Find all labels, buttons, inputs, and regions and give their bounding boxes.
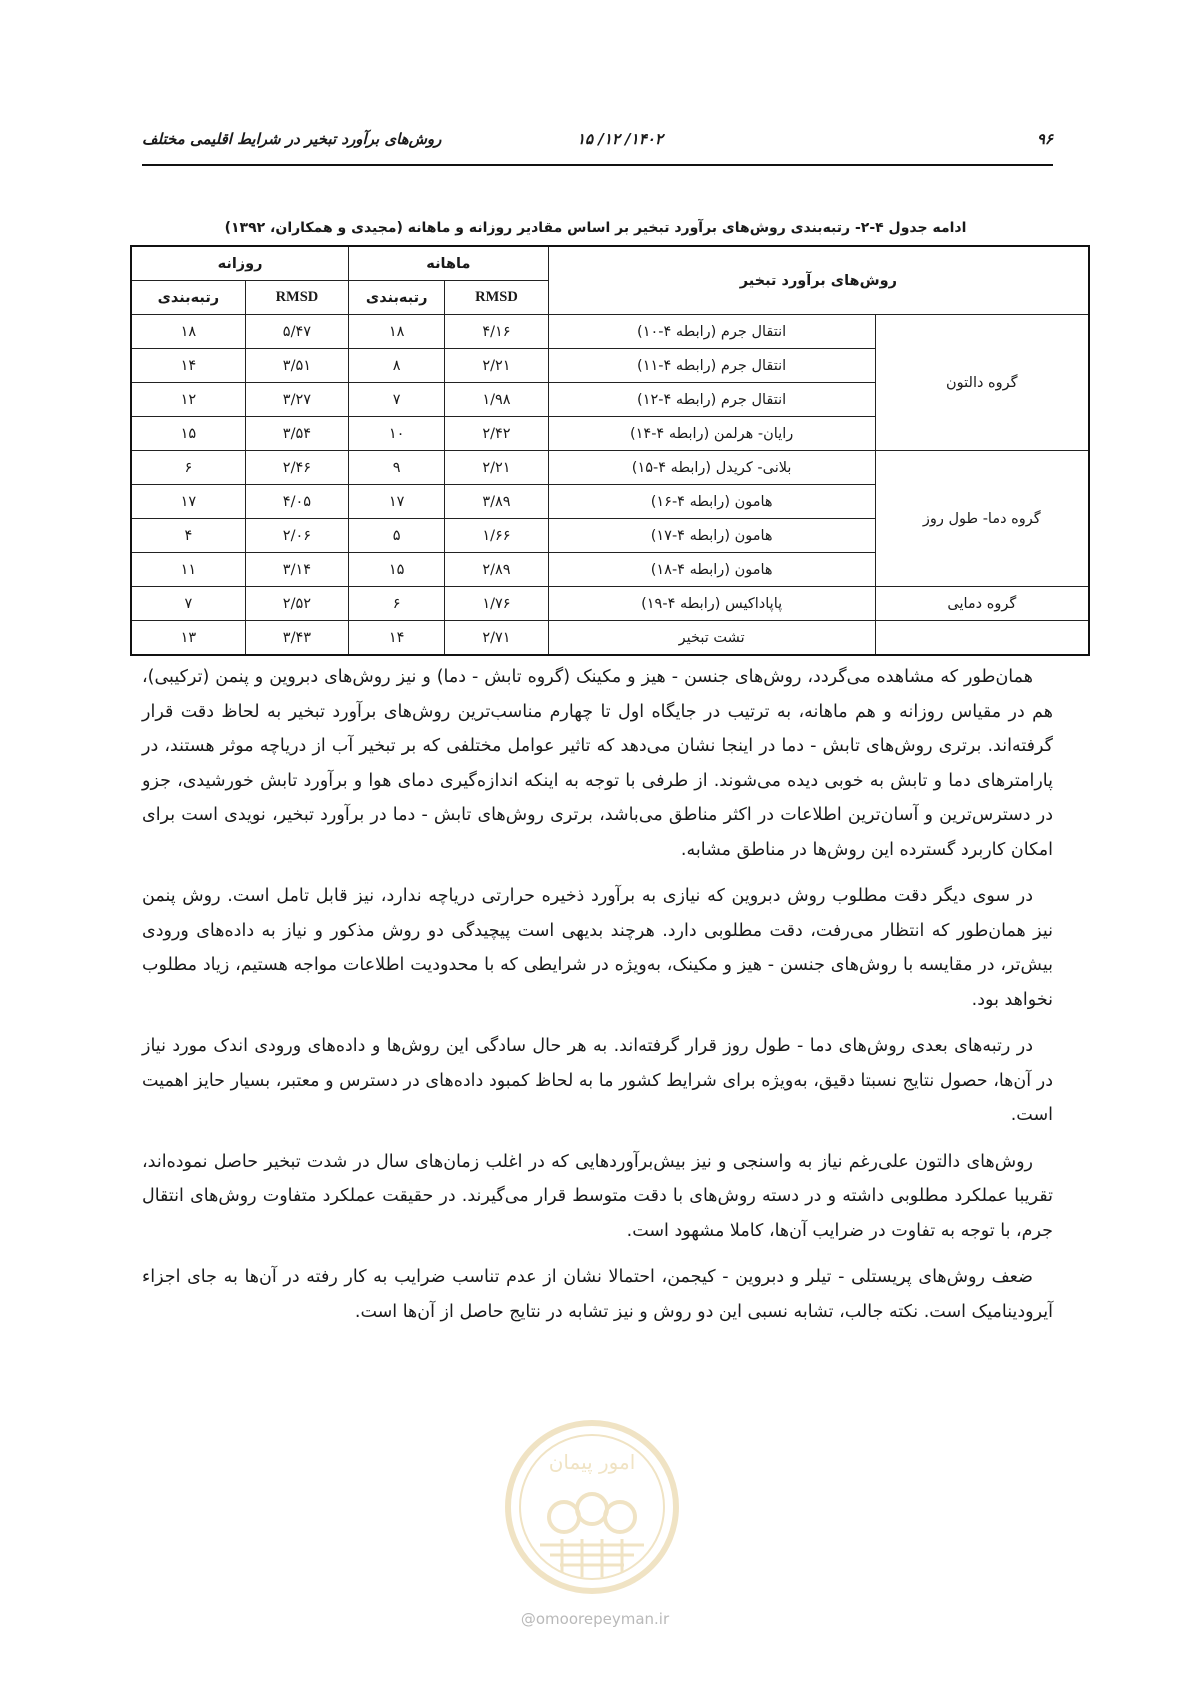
monthly-rmsd-header: RMSD xyxy=(445,281,548,315)
monthly-rmsd-cell: ۱/۶۶ xyxy=(445,519,548,553)
table-caption: ادامه جدول ۴-۲- رتبه‌بندی روش‌های برآورد تبخیر بر اساس مقادیر روزانه و ماهانه (مجیدی و همکاران، ۱۳۹۲) xyxy=(224,220,967,236)
monthly-rmsd-cell: ۲/۲۱ xyxy=(445,349,548,383)
daily-rmsd-cell: ۴/۰۵ xyxy=(245,485,348,519)
monthly-rank-cell: ۱۴ xyxy=(349,621,445,656)
monthly-rank-cell: ۱۸ xyxy=(349,315,445,349)
daily-rank-cell: ۷ xyxy=(131,587,245,621)
method-cell: انتقال جرم (رابطه ۴-۱۰) xyxy=(548,315,875,349)
table-row xyxy=(131,451,1089,485)
monthly-rmsd-cell: ۲/۷۱ xyxy=(445,621,548,656)
method-cell: تشت تبخیر xyxy=(548,621,875,656)
method-cell: انتقال جرم (رابطه ۴-۱۱) xyxy=(548,349,875,383)
daily-rmsd-header: RMSD xyxy=(245,281,348,315)
daily-rmsd-cell: ۵/۴۷ xyxy=(245,315,348,349)
table-row xyxy=(131,587,1089,621)
daily-rmsd-cell: ۲/۵۲ xyxy=(245,587,348,621)
daily-rmsd-cell: ۳/۴۳ xyxy=(245,621,348,656)
monthly-rmsd-cell: ۲/۸۹ xyxy=(445,553,548,587)
method-cell: انتقال جرم (رابطه ۴-۱۲) xyxy=(548,383,875,417)
group-cell: گروه دالتون xyxy=(875,315,1089,451)
daily-rank-cell: ۶ xyxy=(131,451,245,485)
svg-text:امور پیمان: امور پیمان xyxy=(548,1450,636,1474)
method-cell: هامون (رابطه ۴-۱۷) xyxy=(548,519,875,553)
monthly-rank-cell: ۸ xyxy=(349,349,445,383)
monthly-rank-cell: ۱۷ xyxy=(349,485,445,519)
monthly-rmsd-cell: ۳/۸۹ xyxy=(445,485,548,519)
monthly-rank-header: رتبه‌بندی xyxy=(349,281,445,315)
monthly-rmsd-cell: ۲/۴۲ xyxy=(445,417,548,451)
daily-rank-cell: ۱۱ xyxy=(131,553,245,587)
method-cell: رایان- هرلمن (رابطه ۴-۱۴) xyxy=(548,417,875,451)
table-row xyxy=(131,621,1089,656)
daily-rmsd-cell: ۳/۲۷ xyxy=(245,383,348,417)
daily-rmsd-cell: ۳/۵۴ xyxy=(245,417,348,451)
group-cell-empty xyxy=(875,621,1089,656)
monthly-rank-cell: ۵ xyxy=(349,519,445,553)
daily-rmsd-cell: ۲/۰۶ xyxy=(245,519,348,553)
group-cell: گروه دمایی xyxy=(875,587,1089,621)
monthly-rank-cell: ۱۰ xyxy=(349,417,445,451)
paragraph: روش‌های دالتون علی‌رغم نیاز به واسنجی و نیز بیش‌برآوردهایی که در اغلب زمان‌های سال در شدت تبخیر حاصل نموده‌اند، تقریبا عملکرد مطلوبی داشته و در دسته روش‌های با دقت متوسط قرار می‌گیرند. در حقیقت عملکرد متفاوت روش‌های انتقال جرم، با توجه به تفاوت در ضرایب آن‌ها، کاملا مشهود است. xyxy=(142,1151,1053,1241)
header-rule xyxy=(142,164,1053,166)
daily-rank-cell: ۱۷ xyxy=(131,485,245,519)
paragraph: ضعف روش‌های پریستلی - تیلر و دبروین - کیجمن، احتمالا نشان از عدم تناسب ضرایب به کار رفته در آن‌ها به جای اجزاء آیرودینامیک است. نکته جالب، تشابه نسبی این دو روش و نیز تشابه در نتایج حاصل از آن‌ها است. xyxy=(142,1267,1053,1322)
method-cell: هامون (رابطه ۴-۱۶) xyxy=(548,485,875,519)
daily-rank-cell: ۱۸ xyxy=(131,315,245,349)
daily-rmsd-cell: ۲/۴۶ xyxy=(245,451,348,485)
daily-rank-cell: ۱۳ xyxy=(131,621,245,656)
daily-rank-cell: ۴ xyxy=(131,519,245,553)
daily-header: روزانه xyxy=(131,246,349,281)
methods-header: روش‌های برآورد تبخیر xyxy=(548,246,1089,315)
header-date: ۱۴۰۲/ ۱۲/ ۱۵ xyxy=(577,130,663,148)
daily-rank-cell: ۱۲ xyxy=(131,383,245,417)
monthly-header: ماهانه xyxy=(349,246,549,281)
table-row xyxy=(131,315,1089,349)
daily-rmsd-cell: ۳/۱۴ xyxy=(245,553,348,587)
table-header-row xyxy=(131,246,1089,281)
monthly-rmsd-cell: ۴/۱۶ xyxy=(445,315,548,349)
paragraph: در رتبه‌های بعدی روش‌های دما - طول روز قرار گرفته‌اند. به هر حال سادگی این روش‌ها و داده‌های ورودی اندک مورد نیاز در آن‌ها، حصول نتایج نسبتا دقیق، به‌ویژه برای شرایط کشور ما به لحاظ کمبود داده‌های در دسترس و معتبر، بسیار حایز اهمیت است. xyxy=(142,1036,1053,1125)
watermark-site: @omoorepeyman.ir xyxy=(520,1610,670,1628)
method-cell: هامون (رابطه ۴-۱۸) xyxy=(548,553,875,587)
paragraph: همان‌طور که مشاهده می‌گردد، روش‌های جنسن - هیز و مکینک (گروه تابش - دما) و نیز روش‌های دبروین و پنمن (ترکیبی)، هم در مقیاس روزانه و هم ماهانه، به ترتیب در جایگاه اول تا چهارم مناسب‌ترین روش‌های برآورد تبخیر به لحاظ دقت قرار گرفته‌اند. برتری روش‌های تابش - دما در اینجا نشان می‌دهد که تاثیر عوامل مختلفی که بر تبخیر آب از دریاچه موثر هستند، در پارامترهای دما و تابش به خوبی دیده می‌شوند. از طرفی با توجه به اینکه اندازه‌گیری دمای هوا و برآورد تابش خورشیدی، جزو در دسترس‌ترین و آسان‌ترین اطلاعات در اکثر مناطق می‌باشد، برتری روش‌های تابش - دما در برآورد تبخیر، نویدی است برای امکان کاربرد گسترده این روش‌ها در مناطق مشابه. xyxy=(142,667,1053,860)
running-header xyxy=(142,128,1053,156)
monthly-rank-cell: ۶ xyxy=(349,587,445,621)
monthly-rmsd-cell: ۲/۲۱ xyxy=(445,451,548,485)
group-cell: گروه دما- طول روز xyxy=(875,451,1089,587)
daily-rank-cell: ۱۴ xyxy=(131,349,245,383)
monthly-rank-cell: ۹ xyxy=(349,451,445,485)
header-title: روش‌های برآورد تبخیر در شرایط اقلیمی مختلف xyxy=(142,130,442,148)
body-text xyxy=(142,660,1053,1341)
monthly-rank-cell: ۷ xyxy=(349,383,445,417)
method-cell: بلانی- کریدل (رابطه ۴-۱۵) xyxy=(548,451,875,485)
paragraph: در سوی دیگر دقت مطلوب روش دبروین که نیازی به برآورد ذخیره حرارتی دریاچه ندارد، نیز قابل تامل است. روش پنمن نیز همان‌طور که انتظار می‌رفت، دقت مطلوبی دارد. هرچند بدیهی است پیچیدگی دو روش مذکور و نیاز به داده‌های ورودی بیش‌تر، در مقایسه با روش‌های جنسن - هیز و مکینک، به‌ویژه در شرایطی که با محدودیت اطلاعات مواجه هستیم، زیاد مطلوب نخواهد بود. xyxy=(142,886,1053,1010)
monthly-rmsd-cell: ۱/۹۸ xyxy=(445,383,548,417)
monthly-rank-cell: ۱۵ xyxy=(349,553,445,587)
page-number: ۹۶ xyxy=(1036,130,1053,148)
daily-rank-header: رتبه‌بندی xyxy=(131,281,245,315)
monthly-rmsd-cell: ۱/۷۶ xyxy=(445,587,548,621)
method-cell: پاپاداکیس (رابطه ۴-۱۹) xyxy=(548,587,875,621)
daily-rank-cell: ۱۵ xyxy=(131,417,245,451)
watermark-emblem-icon xyxy=(502,1417,682,1597)
evaporation-ranking-table xyxy=(130,245,1090,656)
daily-rmsd-cell: ۳/۵۱ xyxy=(245,349,348,383)
